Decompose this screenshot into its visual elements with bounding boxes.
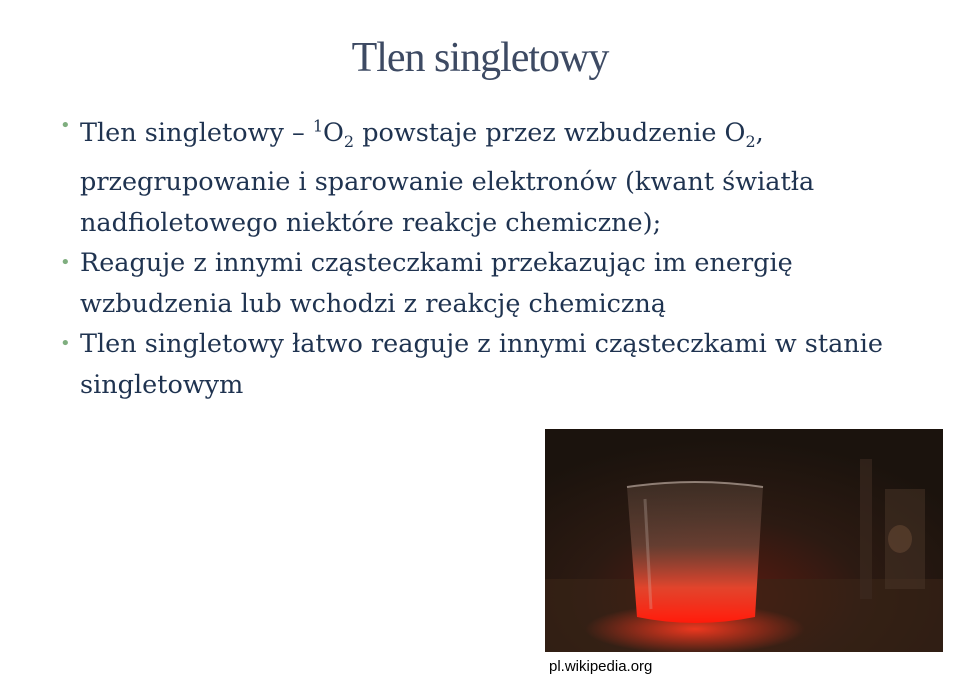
- bullet-dot-icon: •: [60, 252, 71, 274]
- bullet-item: [58, 106, 938, 243]
- bullet-item: [58, 243, 938, 324]
- bullet-dot-icon: •: [60, 333, 71, 355]
- bullet-item: [58, 324, 938, 405]
- bullet-text: Reaguje z innymi cząsteczkami przekazując im energię wzbudzenia lub wchodzi z reakcję chemiczną: [80, 248, 793, 319]
- slide-title: Tlen singletowy: [351, 35, 609, 81]
- bullet-list: [58, 106, 938, 405]
- image-credit: pl.wikipedia.org: [549, 658, 653, 675]
- bullet-text: Tlen singletowy łatwo reaguje z innymi cząsteczkami w stanie singletowym: [80, 329, 883, 400]
- bullet-text: Tlen singletowy – $^1O_2$ powstaje przez wzbudzenie $O_2$, przegrupowanie i sparowanie elektronów (kwant światła nadfioletowego niektóre reakcje chemiczne);: [80, 116, 815, 238]
- beaker-red-glow-photo: [545, 429, 943, 652]
- bullet-dot-icon: •: [60, 115, 71, 136]
